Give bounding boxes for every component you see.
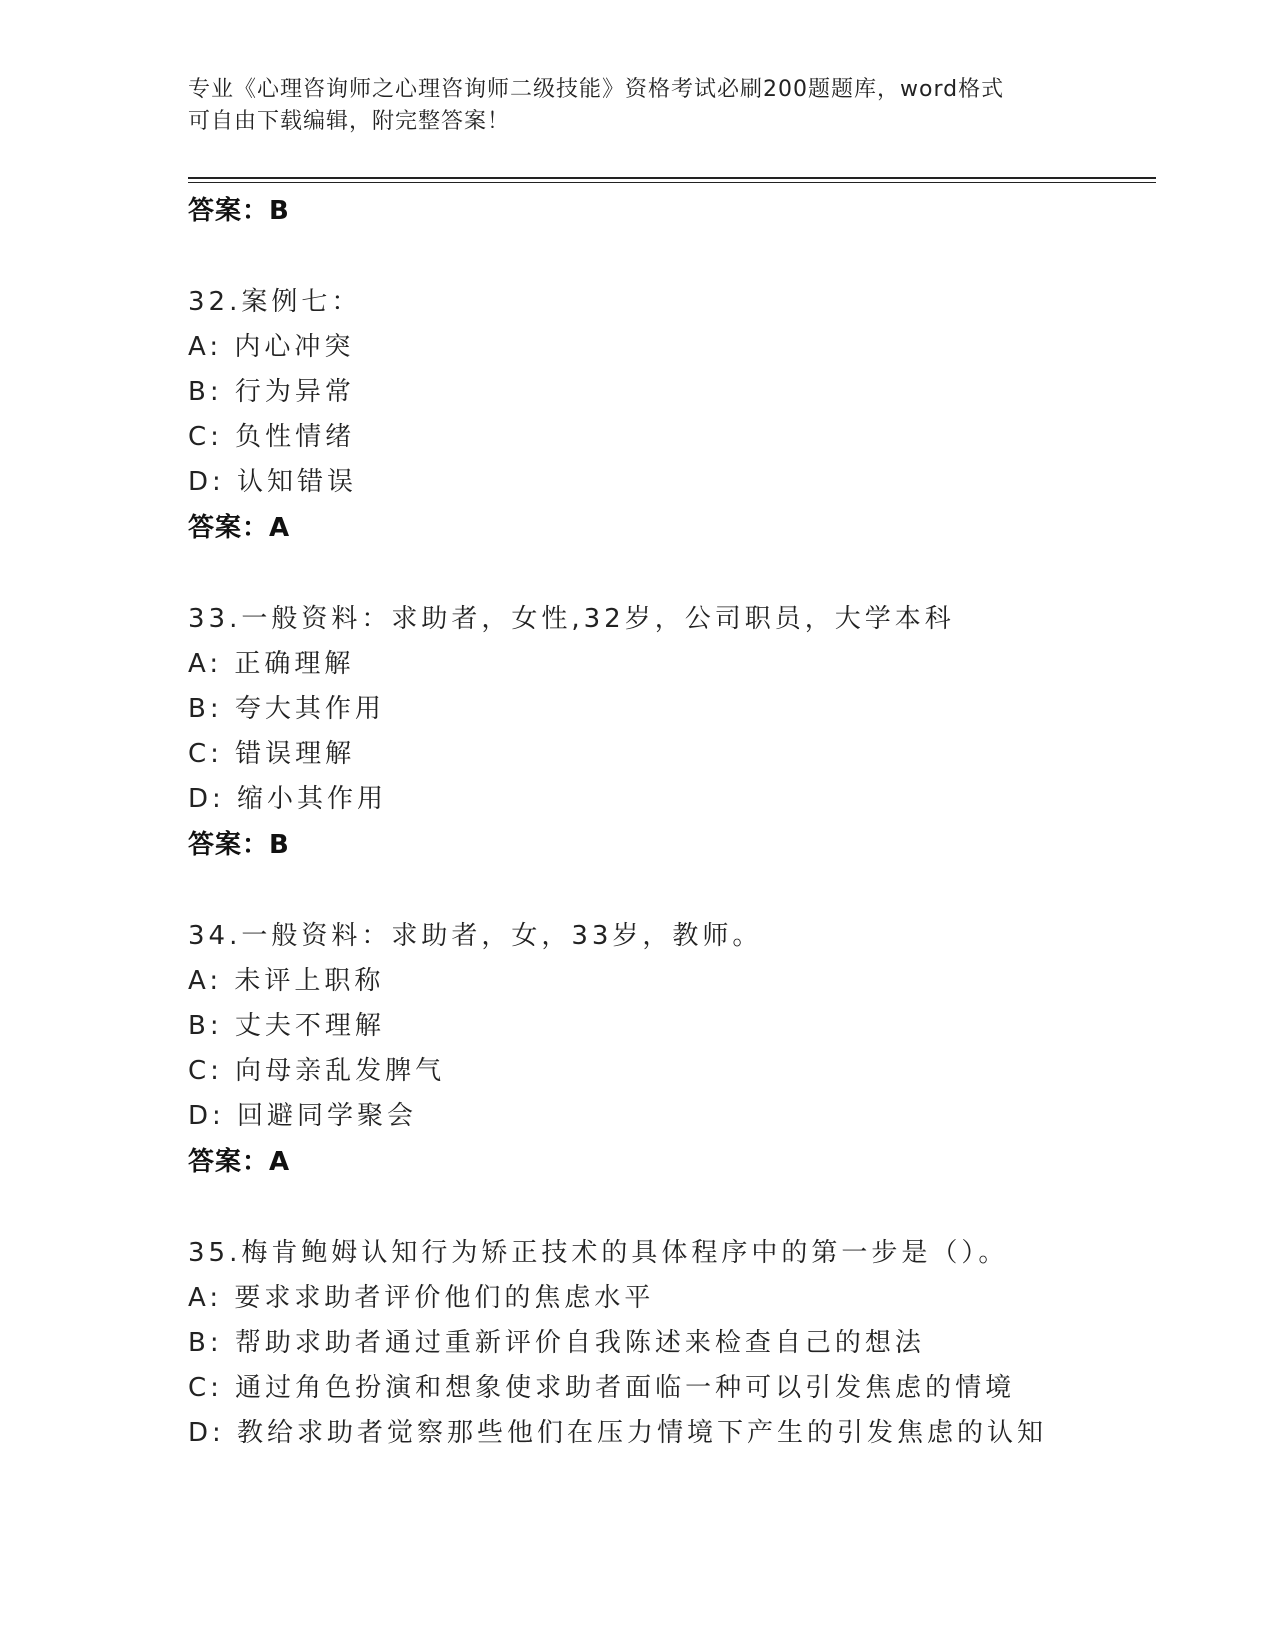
- answer-line: 答案：A: [188, 513, 291, 543]
- spacer: [188, 868, 1156, 914]
- spacer: [188, 1185, 1156, 1231]
- option-a: A: 正确理解: [188, 649, 355, 679]
- question-stem: 32.案例七：: [188, 287, 362, 317]
- option-a: A: 内心冲突: [188, 332, 355, 362]
- answer-line: 答案：A: [188, 1147, 291, 1177]
- question-34: [188, 914, 1156, 1231]
- option-c: C: 通过角色扮演和想象使求助者面临一种可以引发焦虑的情境: [188, 1373, 1016, 1403]
- question-35: [188, 1231, 1156, 1456]
- answer-line: 答案：B: [188, 196, 290, 226]
- spacer: [188, 551, 1156, 597]
- option-a: A: 未评上职称: [188, 966, 385, 996]
- option-d: D: 教给求助者觉察那些他们在压力情境下产生的引发焦虑的认知: [188, 1418, 1048, 1448]
- header-line-1: 专业《心理咨询师之心理咨询师二级技能》资格考试必刷200题题库，word格式: [188, 77, 1005, 102]
- question-stem: 34.一般资料：求助者，女，33岁，教师。: [188, 921, 763, 951]
- option-d: D: 认知错误: [188, 467, 358, 497]
- header-divider-thin: [188, 182, 1156, 183]
- option-b: B: 夸大其作用: [188, 694, 385, 724]
- option-d: D: 缩小其作用: [188, 784, 388, 814]
- option-b: B: 丈夫不理解: [188, 1011, 385, 1041]
- question-32: [188, 280, 1156, 597]
- option-c: C: 向母亲乱发脾气: [188, 1056, 446, 1086]
- option-b: B: 帮助求助者通过重新评价自我陈述来检查自己的想法: [188, 1328, 925, 1358]
- header-line-2: 可自由下载编辑，附完整答案！: [188, 109, 511, 134]
- answer-line: 答案：B: [188, 830, 290, 860]
- question-list: [188, 188, 1156, 1456]
- header-divider-thick: [188, 177, 1156, 179]
- question-33: [188, 597, 1156, 914]
- option-d: D: 回避同学聚会: [188, 1101, 418, 1131]
- document-header: [188, 74, 1088, 138]
- option-c: C: 错误理解: [188, 739, 356, 769]
- option-b: B: 行为异常: [188, 377, 355, 407]
- question-stem: 33.一般资料：求助者，女性,32岁，公司职员，大学本科: [188, 604, 955, 634]
- question-stem: 35.梅肯鲍姆认知行为矫正技术的具体程序中的第一步是（）。: [188, 1238, 1009, 1268]
- option-a: A: 要求求助者评价他们的焦虑水平: [188, 1283, 655, 1313]
- spacer: [188, 234, 1156, 280]
- option-c: C: 负性情绪: [188, 422, 356, 452]
